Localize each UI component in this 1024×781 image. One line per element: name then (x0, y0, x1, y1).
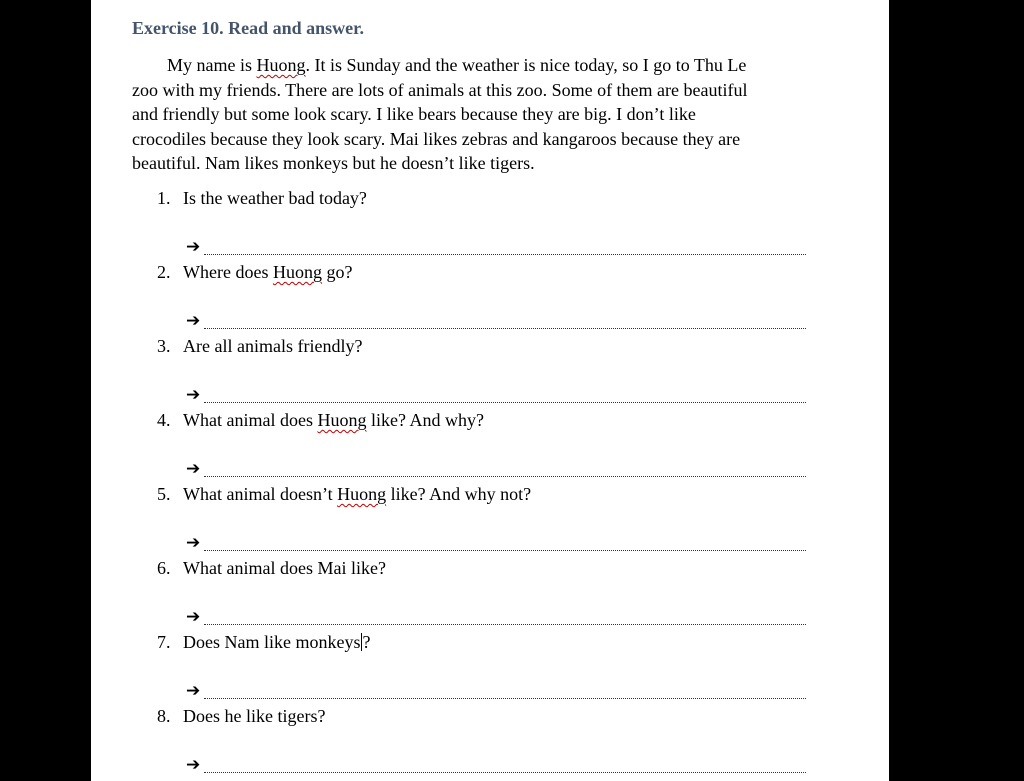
answer-dotted-line (204, 624, 806, 625)
question-text: Does he like tigers? (183, 706, 326, 726)
answer-line-2[interactable] (186, 311, 806, 333)
question-7: 7. Does Nam like monkeys ? (157, 632, 371, 652)
question-3: 3. Are all animals friendly? (157, 336, 363, 356)
question-4: 4. What animal does Huong like? And why? (157, 410, 484, 430)
answer-line-8[interactable] (186, 755, 806, 777)
answer-line-5[interactable] (186, 533, 806, 555)
question-8: 8. Does he like tigers? (157, 706, 326, 726)
spellcheck-word: Huong (256, 55, 306, 75)
question-text: What animal does Mai like? (183, 558, 386, 578)
passage-line-3: and friendly but some look scary. I like bears because they are big. I don’t like (132, 104, 696, 125)
answer-dotted-line (204, 254, 806, 255)
arrow-right-icon: ➔ (186, 385, 201, 405)
answer-dotted-line (204, 476, 806, 477)
passage-line-1: My name is Huong. It is Sunday and the weather is nice today, so I go to Thu Le (167, 55, 747, 75)
answer-line-1[interactable] (186, 237, 806, 259)
answer-line-3[interactable] (186, 385, 806, 407)
answer-dotted-line (204, 698, 806, 699)
answer-dotted-line (204, 328, 806, 329)
answer-line-6[interactable] (186, 607, 806, 629)
question-5: 5. What animal doesn’t Huong like? And why not? (157, 484, 532, 504)
reading-passage (132, 53, 822, 176)
arrow-right-icon: ➔ (186, 311, 201, 331)
answer-line-7[interactable] (186, 681, 806, 703)
arrow-right-icon: ➔ (186, 681, 201, 701)
document-page (91, 0, 889, 781)
answer-dotted-line (204, 550, 806, 551)
passage-line-5: beautiful. Nam likes monkeys but he doesn’t like tigers. (132, 153, 535, 174)
arrow-right-icon: ➔ (186, 237, 201, 257)
answer-dotted-line (204, 402, 806, 403)
answer-dotted-line (204, 772, 806, 773)
spellcheck-word: Huong (272, 262, 322, 282)
exercise-title: Exercise 10. Read and answer. (132, 18, 365, 38)
arrow-right-icon: ➔ (186, 533, 201, 553)
answer-line-4[interactable] (186, 459, 806, 481)
arrow-right-icon: ➔ (186, 459, 201, 479)
passage-line-4: crocodiles because they look scary. Mai likes zebras and kangaroos because they are (132, 128, 741, 149)
arrow-right-icon: ➔ (186, 607, 201, 627)
spellcheck-word: Huong (317, 410, 367, 430)
question-1: 1. Is the weather bad today? (157, 188, 367, 208)
question-text: Is the weather bad today? (183, 188, 367, 208)
question-2: 2. Where does Huong go? (157, 262, 353, 282)
question-text: Are all animals friendly? (183, 336, 363, 356)
passage-line-2: zoo with my friends. There are lots of animals at this zoo. Some of them are beautiful (132, 79, 748, 100)
spellcheck-word: Huong (337, 484, 387, 504)
question-6: 6. What animal does Mai like? (157, 558, 386, 578)
arrow-right-icon: ➔ (186, 755, 201, 775)
